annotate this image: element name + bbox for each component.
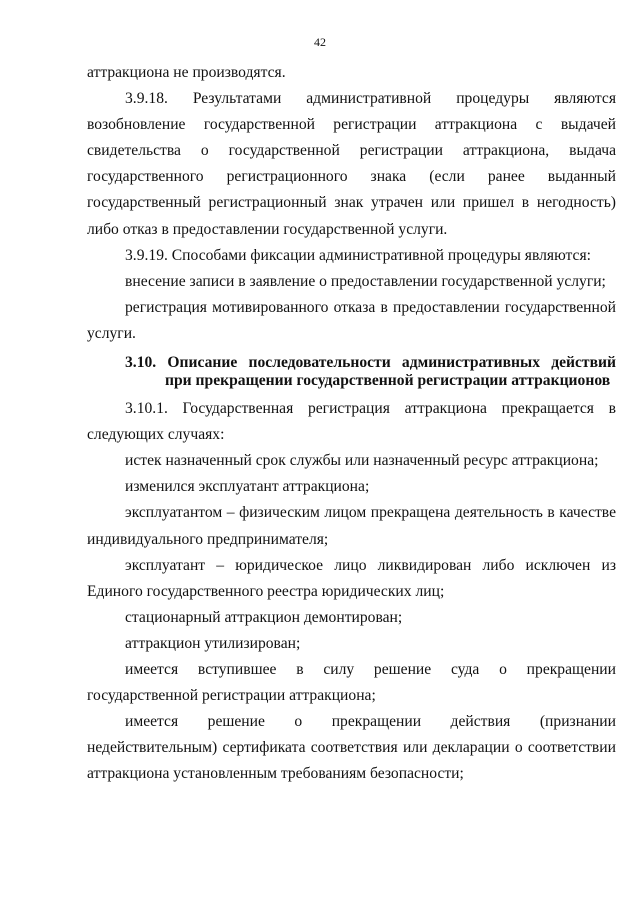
list-item: аттракцион утилизирован;	[125, 634, 301, 652]
page-number: 42	[314, 35, 326, 49]
list-item: истек назначенный срок службы или назначенный ресурс аттракциона;	[125, 452, 599, 470]
paragraph-3-9-19: 3.9.19. Способами фиксации административной процедуры являются:	[125, 246, 591, 264]
list-item: эксплуатант – юридическое лицо ликвидирован либо исключен из Единого государственного реестра юридических лиц;	[87, 556, 616, 600]
document-body	[87, 60, 616, 787]
list-item: регистрация мотивированного отказа в предоставлении государственной услуги.	[87, 298, 616, 342]
section-heading-3-10: 3.10. Описание последовательности административных действий при прекращении государственной регистрации аттракционов	[125, 354, 616, 390]
list-item: внесение записи в заявление о предоставлении государственной услуги;	[125, 272, 606, 290]
list-item: имеется вступившее в силу решение суда о прекращении государственной регистрации аттракциона;	[87, 660, 616, 705]
list-item: стационарный аттракцион демонтирован;	[125, 608, 403, 626]
list-item: эксплуатантом – физическим лицом прекращена деятельность в качестве индивидуального предпринимателя;	[87, 504, 616, 548]
list-item: изменился эксплуатант аттракциона;	[125, 478, 370, 496]
paragraph-continuation: аттракциона не производятся.	[87, 64, 286, 81]
list-item: имеется решение о прекращении действия (признании недействительным) сертификата соответствия или декларации о соответствии аттракциона установленным требованиям безопасности;	[87, 713, 616, 783]
paragraph-3-9-18: 3.9.18. Результатами административной процедуры являются возобновление государственной регистрации аттракциона с выдачей свидетельства о государственной регистрации аттракциона, выдача государственного регистрационного знака (если ранее выданный государственный регистрационный знак утрачен или пришел в негодность) либо отказ в предоставлении государственной услуги.	[87, 90, 616, 238]
paragraph-3-10-1: 3.10.1. Государственная регистрация аттракциона прекращается в следующих случаях:	[87, 400, 616, 444]
